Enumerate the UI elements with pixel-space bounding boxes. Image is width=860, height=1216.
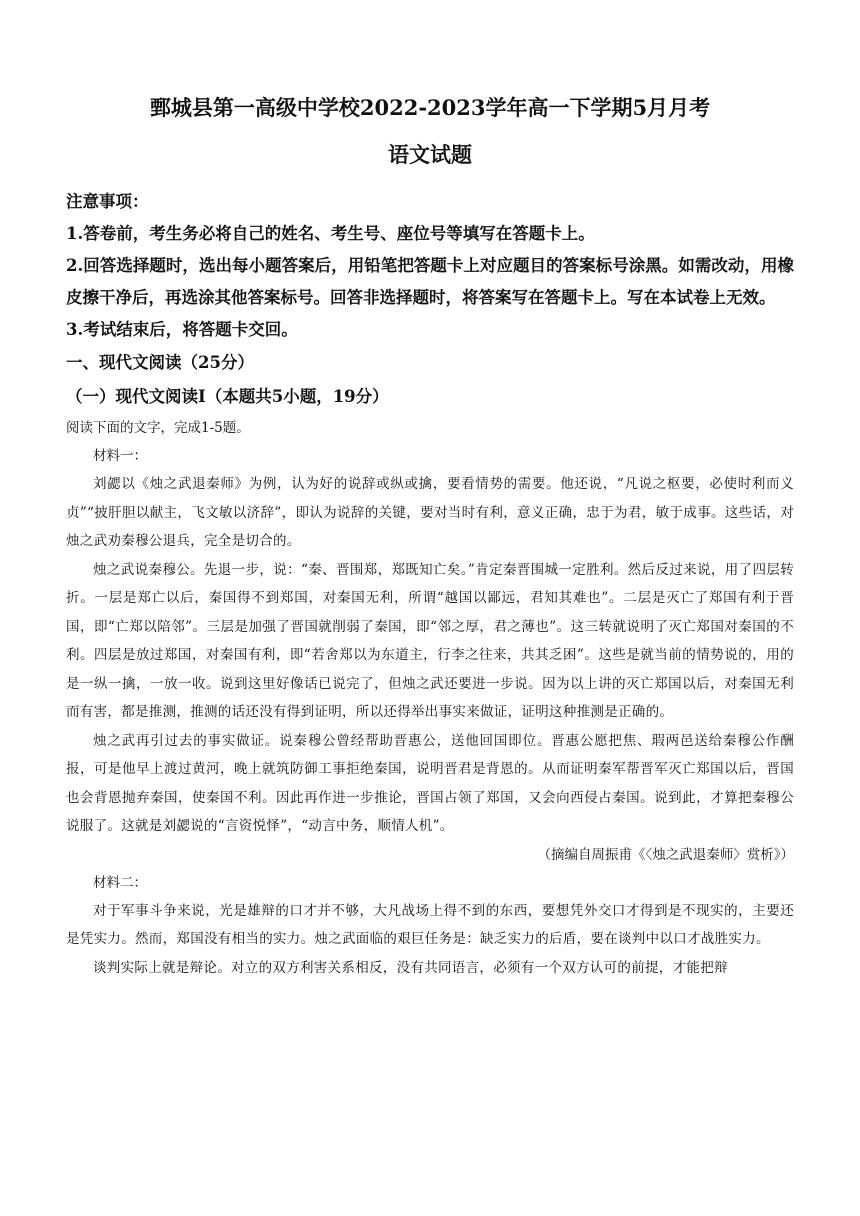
material-2-paragraph: 谈判实际上就是辩论。对立的双方利害关系相反，没有共同语言，必须有一个双方认可的前提，才能把辩	[93, 959, 728, 976]
material-1-paragraph: 烛之武说秦穆公。先退一步，说：“秦、晋围郑，郑既知亡矣。”肯定秦晋围城一定胜利。然后反过来说，用了四层转折。一层是郑亡以后，秦国得不到郑国，对秦国无利，所谓“越国以鄙远，君知其难也”。二层是灭亡了郑国有利于晋国，即“亡郑以陪邻”。三层是加强了晋国就削弱了秦国，即“邻之厚，君之薄也”。这三转就说明了灭亡郑国对秦国的不利。四层是放过郑国，对秦国有利，即“若舍郑以为东道主，行李之往来，共其乏困”。这些是就当前的情势说的，用的是一纵一擒，一放一收。说到这里好像话已说完了，但烛之武还要进一步说。因为以上讲的灭亡郑国以后，对秦国无利而有害，都是推测，推测的话还没有得到证明，所以还得举出事实来做证，证明这种推测是正确的。	[66, 561, 794, 720]
notice-heading: 注意事项：	[66, 192, 149, 211]
notice-item-2: 2.回答选择题时，选出每小题答案后，用铅笔把答题卡上对应题目的答案标号涂黑。如需改动，用橡皮擦干净后，再选涂其他答案标号。回答非选择题时，将答案写在答题卡上。写在本试卷上无效。	[66, 256, 794, 307]
notice-item-1: 1.答卷前，考生务必将自己的姓名、考生号、座位号等填写在答题卡上。	[66, 224, 595, 243]
document-title: 鄄城县第一高级中学校2022-2023学年高一下学期5月月考	[149, 95, 711, 120]
material-1-label: 材料一：	[93, 448, 147, 464]
exam-page	[66, 86, 794, 982]
material-2-paragraph: 对于军事斗争来说，光是雄辩的口才并不够，大凡战场上得不到的东西，要想凭外交口才得到是不现实的，主要还是凭实力。然而，郑国没有相当的实力。烛之武面临的艰巨任务是：缺乏实力的后盾，要在谈判中以口才战胜实力。	[66, 902, 794, 947]
material-1-paragraph: 烛之武再引过去的事实做证。说秦穆公曾经帮助晋惠公，送他回国即位。晋惠公愿把焦、瑕两邑送给秦穆公作酬报，可是他早上渡过黄河，晚上就筑防御工事拒绝秦国，说明晋君是背恩的。从而证明秦军帮晋军灭亡郑国以后，晋国也会背恩抛弃秦国，使秦国不利。因此再作进一步推论，晋国占领了郑国，又会向西侵占秦国。说到此，才算把秦穆公说服了。这就是刘勰说的“言资悦怿”，“动言中务，顺情人机”。	[66, 732, 794, 834]
material-2-label: 材料二：	[93, 874, 147, 891]
notice-item-3: 3.考试结束后，将答题卡交回。	[66, 320, 298, 339]
subsection-heading: （一）现代文阅读Ⅰ（本题共5小题，19分）	[66, 387, 389, 406]
material-1-paragraph: 刘勰以《烛之武退秦师》为例，认为好的说辞或纵或擒，要看情势的需要。他还说，“凡说之枢要，必使时利而义贞”“披肝胆以献主，飞文敏以济辞”，即认为说辞的关键，要对当时有利，意义正确，忠于为君，敏于成事。这些话，对烛之武劝秦穆公退兵，完全是切合的。	[66, 476, 794, 549]
document-subtitle: 语文试题	[388, 142, 472, 167]
reading-instruction: 阅读下面的文字，完成1-5题。	[66, 420, 250, 436]
material-1-source: （摘编自周振甫《〈烛之武退秦师〉赏析》）	[537, 846, 794, 863]
section-heading: 一、现代文阅读（25分）	[66, 353, 254, 372]
